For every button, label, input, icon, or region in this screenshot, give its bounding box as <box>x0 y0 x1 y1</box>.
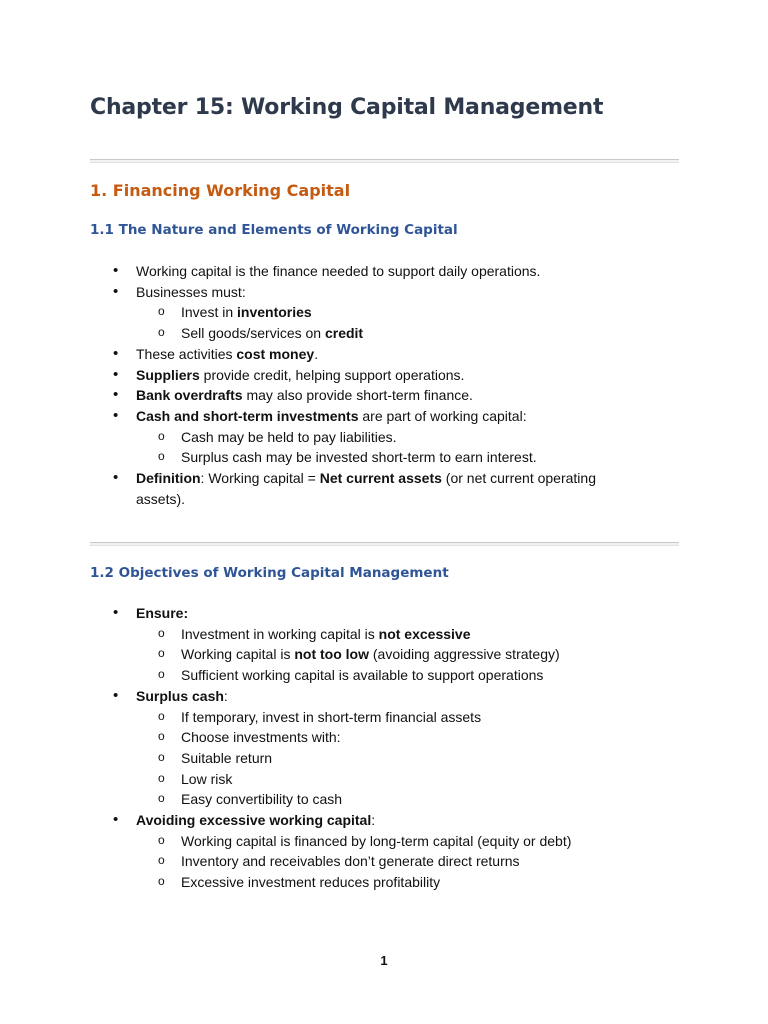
list-item: • Ensure: <box>0 603 768 624</box>
list-item: o Easy convertibility to cash <box>0 789 768 810</box>
list-item: o Choose investments with: <box>0 727 768 748</box>
page-title: Chapter 15: Working Capital Management <box>90 95 604 120</box>
list-item: o If temporary, invest in short-term financial assets <box>0 707 768 728</box>
list-item: • Suppliers provide credit, helping support operations. <box>0 365 768 386</box>
list-item: o Suitable return <box>0 748 768 769</box>
list-item: o Sufficient working capital is available to support operations <box>0 665 768 686</box>
list-item: o Invest in inventories <box>0 302 768 323</box>
list-item: o Excessive investment reduces profitability <box>0 872 768 893</box>
list-item: • Businesses must: <box>0 282 768 303</box>
list-item: • Working capital is the finance needed to support daily operations. <box>0 261 768 282</box>
list-item: o Investment in working capital is not excessive <box>0 624 768 645</box>
subsection-heading: 1.2 Objectives of Working Capital Management <box>90 565 449 581</box>
list-item: o Sell goods/services on credit <box>0 323 768 344</box>
page-number: 1 <box>380 953 388 968</box>
list-item: o Working capital is not too low (avoiding aggressive strategy) <box>0 644 768 665</box>
bullet-list <box>0 261 768 509</box>
list-item: • These activities cost money. <box>0 344 768 365</box>
subsection-heading: 1.1 The Nature and Elements of Working Capital <box>90 222 458 238</box>
list-item: • Avoiding excessive working capital: <box>0 810 768 831</box>
list-item: o Inventory and receivables don’t generate direct returns <box>0 851 768 872</box>
bullet-list <box>0 603 768 893</box>
section-heading: 1. Financing Working Capital <box>90 181 351 200</box>
list-item: o Cash may be held to pay liabilities. <box>0 427 768 448</box>
list-item: • Bank overdrafts may also provide short-term finance. <box>0 385 768 406</box>
list-item: o Working capital is financed by long-term capital (equity or debt) <box>0 831 768 852</box>
list-item: • Cash and short-term investments are part of working capital: <box>0 406 768 427</box>
list-item: o Surplus cash may be invested short-term to earn interest. <box>0 447 768 468</box>
list-item: • Definition: Working capital = Net current assets (or net current operating assets). <box>0 468 646 509</box>
divider <box>90 542 679 546</box>
divider <box>90 159 679 163</box>
list-item: • Surplus cash: <box>0 686 768 707</box>
list-item: o Low risk <box>0 769 768 790</box>
